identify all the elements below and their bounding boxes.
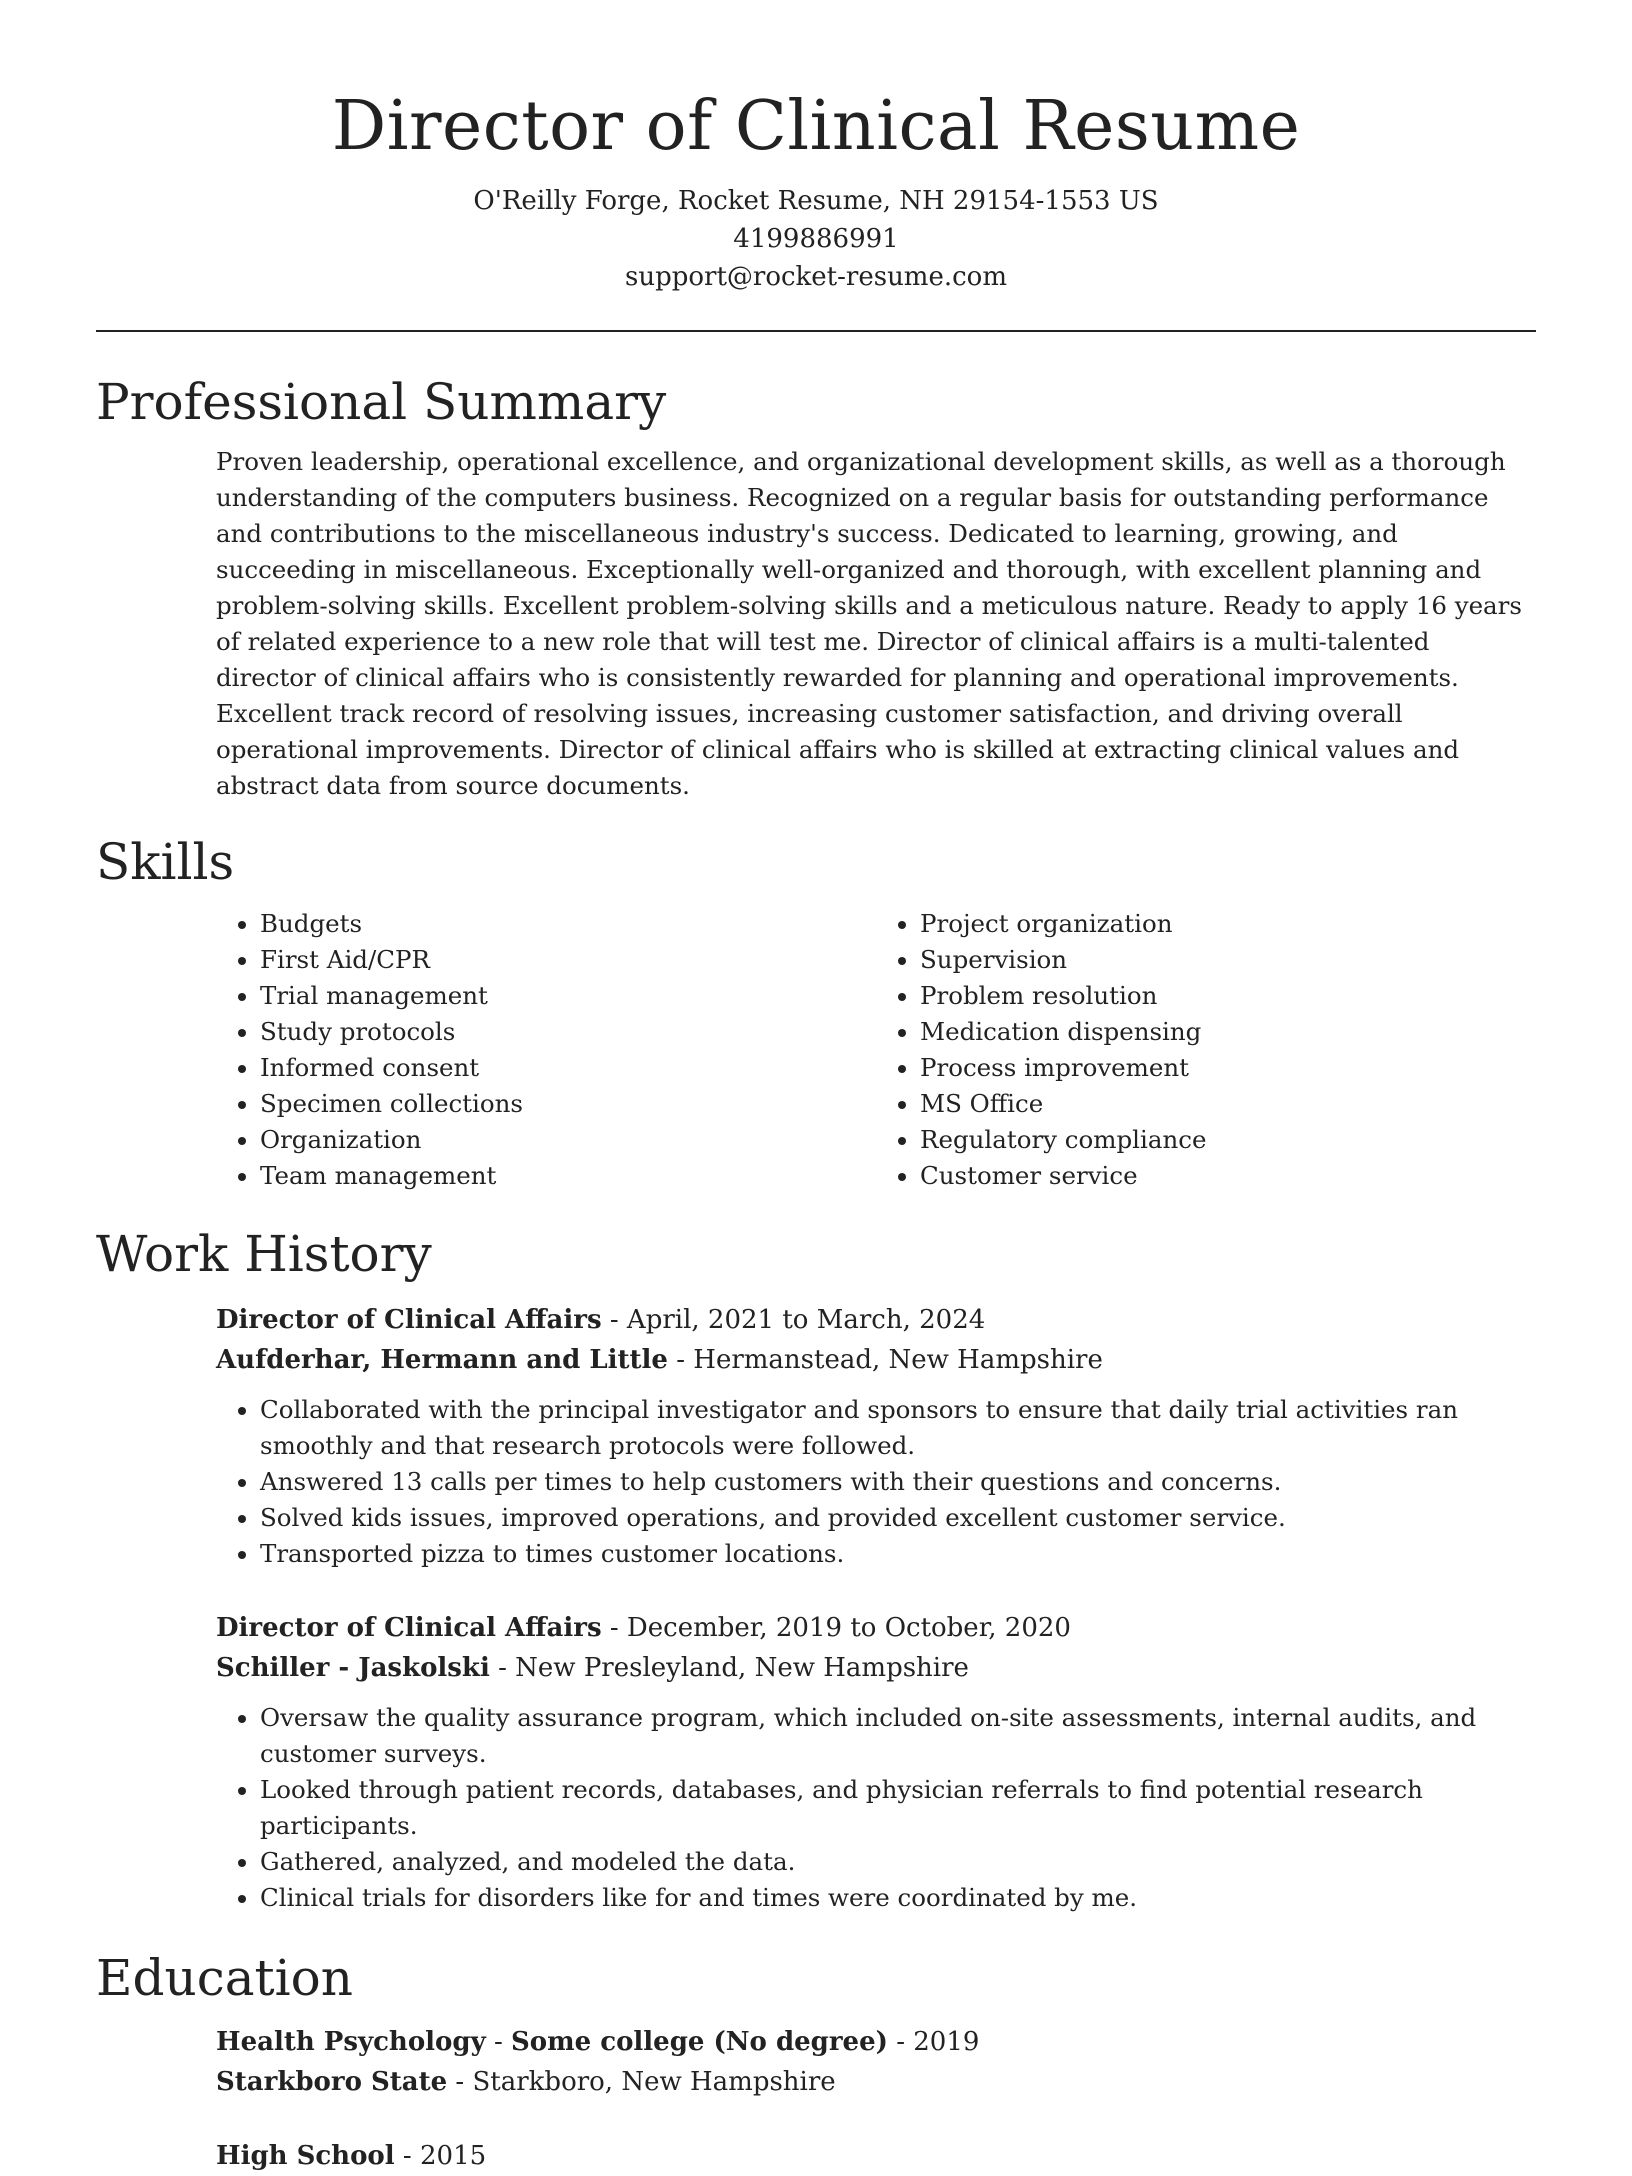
work-history-heading: Work History xyxy=(96,1225,432,1283)
skill-item: • Project organization xyxy=(920,906,1536,942)
resume-header xyxy=(0,0,1632,296)
skill-item: • Team management xyxy=(260,1158,876,1194)
skills-grid xyxy=(216,906,1536,1194)
job-title-line: Director of Clinical Affairs - December, 2019 to October, 2020 xyxy=(216,1613,1071,1643)
education-section xyxy=(96,1946,1536,2176)
education-entry xyxy=(216,2022,1536,2102)
education-entry xyxy=(216,2136,1536,2176)
job-entry xyxy=(216,1300,1536,1572)
skill-item: • Study protocols xyxy=(260,1014,876,1050)
skill-item: • Problem resolution xyxy=(920,978,1536,1014)
job-dates: April, 2021 to March, 2024 xyxy=(626,1305,986,1335)
job-bullet: • Looked through patient records, databases, and physician referrals to find potential research participants. xyxy=(260,1772,1536,1844)
job-bullets xyxy=(216,1700,1536,1916)
education-degree-line: Health Psychology - Some college (No degree) - 2019 xyxy=(216,2027,980,2057)
summary-text: Proven leadership, operational excellence, and organizational development skills, as well as a thorough understanding of the computers business. Recognized on a regular basis for outstanding performance and contributions to the miscellaneous industry's success. Dedicated to learning, growing, and succeeding in miscellaneous. Exceptionally well-organized and thorough, with excellent planning and problem-solving skills. Excellent problem-solving skills and a meticulous nature. Ready to apply 16 years of related experience to a new role that will test me. Director of clinical affairs is a multi-talented director of clinical affairs who is consistently rewarded for planning and operational improvements. Excellent track record of resolving issues, increasing customer satisfaction, and driving overall operational improvements. Director of clinical affairs who is skilled at extracting clinical values and abstract data from source documents. xyxy=(216,447,1522,800)
skill-item: • Customer service xyxy=(920,1158,1536,1194)
contact-block xyxy=(0,182,1632,296)
education-school-line: Starkboro State - Starkboro, New Hampshire xyxy=(216,2067,836,2097)
contact-address: O'Reilly Forge, Rocket Resume, NH 29154-1553 US xyxy=(473,186,1159,216)
skill-item: • Budgets xyxy=(260,906,876,942)
job-title-line: Director of Clinical Affairs - April, 2021 to March, 2024 xyxy=(216,1305,986,1335)
skills-list-right xyxy=(876,906,1536,1194)
header-divider xyxy=(96,330,1536,332)
skill-item: • First Aid/CPR xyxy=(260,942,876,978)
resume-title: Director of Clinical Resume xyxy=(331,87,1301,166)
skill-item: • MS Office xyxy=(920,1086,1536,1122)
job-location: Hermanstead, New Hampshire xyxy=(693,1345,1103,1375)
job-location: New Presleyland, New Hampshire xyxy=(515,1653,969,1683)
education-degree-line: High School - 2015 xyxy=(216,2141,487,2171)
job-company-line: Aufderhar, Hermann and Little - Hermanstead, New Hampshire xyxy=(216,1345,1103,1375)
summary-heading: Professional Summary xyxy=(96,373,667,431)
education-year: 2019 xyxy=(913,2027,980,2057)
summary-section xyxy=(96,370,1536,804)
job-role: Director of Clinical Affairs xyxy=(216,1305,602,1335)
job-bullet: • Gathered, analyzed, and modeled the data. xyxy=(260,1844,1536,1880)
job-company: Schiller - Jaskolski xyxy=(216,1653,490,1683)
job-bullet: • Collaborated with the principal investigator and sponsors to ensure that daily trial activities ran smoothly and that research protocols were followed. xyxy=(260,1392,1536,1464)
skill-item: • Supervision xyxy=(920,942,1536,978)
education-year: 2015 xyxy=(419,2141,487,2171)
skill-item: • Medication dispensing xyxy=(920,1014,1536,1050)
education-school: Starkboro State xyxy=(216,2067,448,2097)
job-entry xyxy=(216,1608,1536,1916)
skill-item: • Organization xyxy=(260,1122,876,1158)
work-history-section xyxy=(96,1222,1536,1916)
education-field: Health Psychology xyxy=(216,2027,486,2057)
skill-item: • Process improvement xyxy=(920,1050,1536,1086)
job-bullet: • Answered 13 calls per times to help customers with their questions and concerns. xyxy=(260,1464,1536,1500)
job-bullet: • Transported pizza to times customer locations. xyxy=(260,1536,1536,1572)
job-company: Aufderhar, Hermann and Little xyxy=(216,1345,668,1375)
skills-section xyxy=(96,830,1536,1194)
job-role: Director of Clinical Affairs xyxy=(216,1613,602,1643)
skills-list-left xyxy=(216,906,876,1194)
education-degree: Some college (No degree) xyxy=(511,2027,888,2057)
job-company-line: Schiller - Jaskolski - New Presleyland, New Hampshire xyxy=(216,1653,969,1683)
job-dates: December, 2019 to October, 2020 xyxy=(626,1613,1071,1643)
job-bullets xyxy=(216,1392,1536,1572)
skill-item: • Trial management xyxy=(260,978,876,1014)
job-bullet: • Clinical trials for disorders like for and times were coordinated by me. xyxy=(260,1880,1536,1916)
skill-item: • Informed consent xyxy=(260,1050,876,1086)
contact-phone: 4199886991 xyxy=(733,224,899,254)
job-bullet: • Solved kids issues, improved operations, and provided excellent customer service. xyxy=(260,1500,1536,1536)
education-field: High School xyxy=(216,2141,395,2171)
skills-heading: Skills xyxy=(96,833,235,891)
education-location: Starkboro, New Hampshire xyxy=(472,2067,836,2097)
contact-email: support@rocket-resume.com xyxy=(624,262,1007,292)
skill-item: • Regulatory compliance xyxy=(920,1122,1536,1158)
job-bullet: • Oversaw the quality assurance program, which included on-site assessments, internal audits, and customer surveys. xyxy=(260,1700,1536,1772)
education-heading: Education xyxy=(96,1949,353,2007)
skill-item: • Specimen collections xyxy=(260,1086,876,1122)
